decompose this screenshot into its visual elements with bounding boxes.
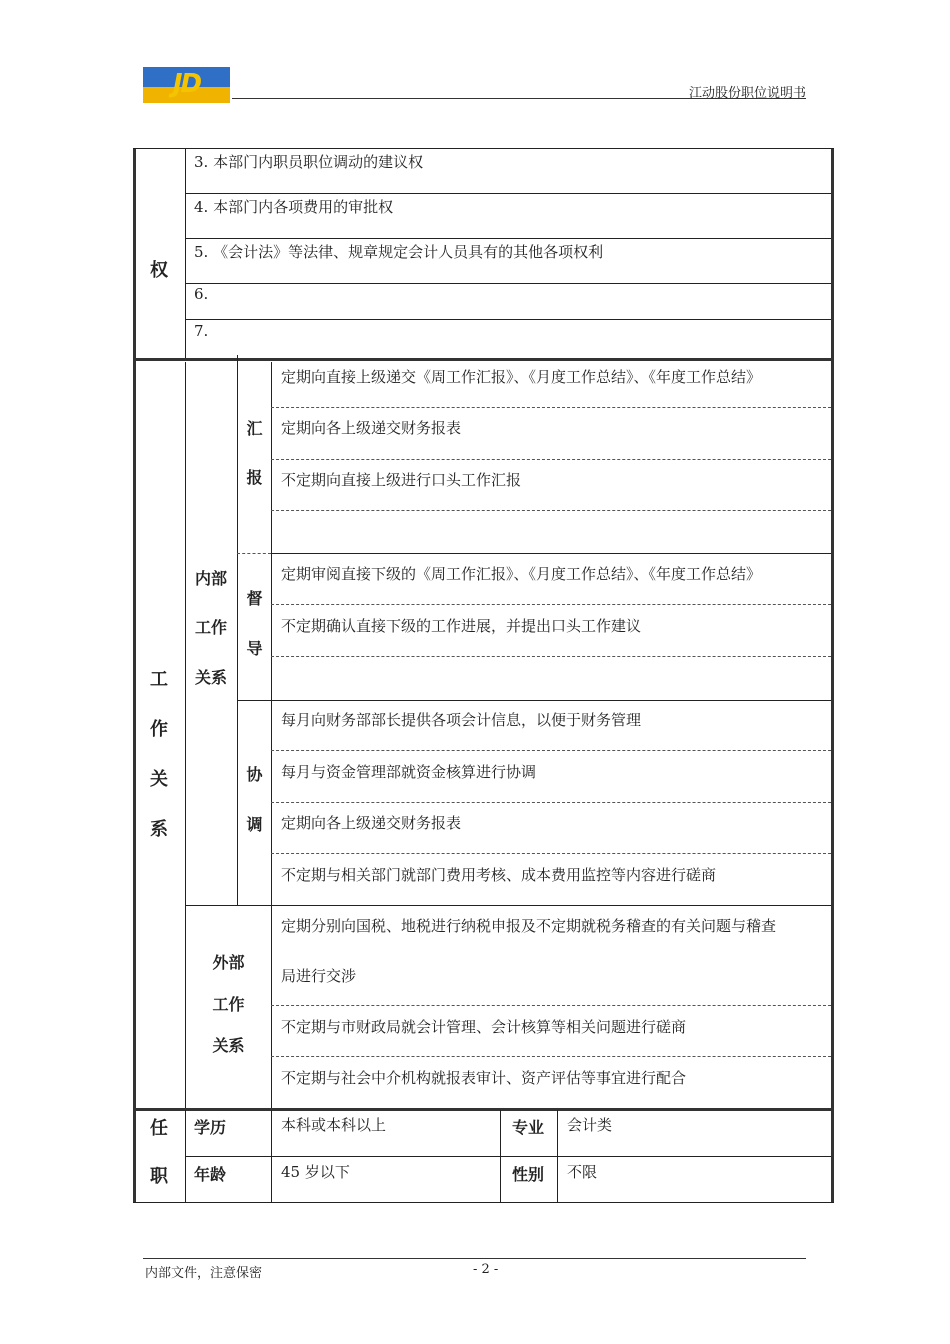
page-number: - 2 - [473, 1262, 499, 1277]
internal-label-2: 工作 [194, 618, 227, 637]
supervise-label-1: 督 [246, 589, 263, 608]
report-item: 定期向各上级递交财务报表 [281, 419, 462, 437]
work-label-2: 作 [150, 719, 168, 740]
major-value: 会计类 [567, 1116, 613, 1134]
logo-text: JD [172, 69, 201, 99]
coordinate-label-1: 协 [246, 765, 263, 784]
rights-label: 权 [150, 260, 168, 281]
age-label: 年龄 [194, 1165, 227, 1184]
rights-item-4: 4. 本部门内各项费用的审批权 [194, 198, 394, 216]
gender-value: 不限 [567, 1163, 598, 1181]
rights-item-5: 5. 《会计法》等法律、规章规定会计人员具有的其他各项权利 [194, 243, 604, 261]
external-item: 定期分别向国税、地税进行纳税申报及不定期就税务稽查的有关问题与稽查 [281, 917, 777, 935]
education-value: 本科或本科以上 [281, 1116, 387, 1134]
confidential-note: 内部文件，注意保密 [145, 1266, 263, 1281]
work-label-4: 系 [150, 819, 168, 840]
document-title: 江动股份职位说明书 [688, 86, 806, 101]
company-logo [143, 67, 230, 103]
age-value: 45 岁以下 [281, 1163, 350, 1181]
report-item: 不定期向直接上级进行口头工作汇报 [281, 471, 522, 489]
work-label-3: 关 [150, 769, 168, 790]
supervise-label-2: 导 [246, 639, 263, 658]
education-label: 学历 [194, 1118, 227, 1137]
internal-label-1: 内部 [194, 569, 227, 588]
report-item: 定期向直接上级递交《周工作汇报》、《月度工作总结》、《年度工作总结》 [281, 368, 762, 386]
external-label-3: 关系 [212, 1036, 245, 1055]
supervise-item: 不定期确认直接下级的工作进展，并提出口头工作建议 [281, 617, 642, 635]
qualification-label-2: 职 [150, 1166, 168, 1187]
qualification-label-1: 任 [150, 1118, 168, 1139]
coordinate-label-2: 调 [246, 815, 263, 834]
report-label-2: 报 [246, 468, 263, 487]
external-label-2: 工作 [212, 995, 245, 1014]
report-label-1: 汇 [246, 419, 263, 438]
external-item: 不定期与社会中介机构就报表审计、资产评估等事宜进行配合 [281, 1069, 687, 1087]
footer-rule [143, 1258, 806, 1259]
work-label-1: 工 [150, 669, 168, 690]
coordinate-item: 每月向财务部部长提供各项会计信息，以便于财务管理 [281, 711, 642, 729]
external-label-1: 外部 [212, 953, 245, 972]
major-label: 专业 [512, 1118, 545, 1137]
coordinate-item: 定期向各上级递交财务报表 [281, 814, 462, 832]
rights-item-3: 3. 本部门内职员职位调动的建议权 [194, 153, 424, 171]
internal-label-3: 关系 [194, 668, 227, 687]
rights-item-6: 6. [194, 285, 209, 303]
coordinate-item: 不定期与相关部门就部门费用考核、成本费用监控等内容进行磋商 [281, 866, 717, 884]
supervise-item: 定期审阅直接下级的《周工作汇报》、《月度工作总结》、《年度工作总结》 [281, 565, 762, 583]
external-item: 不定期与市财政局就会计管理、会计核算等相关问题进行磋商 [281, 1018, 687, 1036]
coordinate-item: 每月与资金管理部就资金核算进行协调 [281, 763, 537, 781]
gender-label: 性别 [512, 1165, 545, 1184]
external-item-continued: 局进行交涉 [281, 967, 357, 985]
rights-item-7: 7. [194, 322, 209, 340]
